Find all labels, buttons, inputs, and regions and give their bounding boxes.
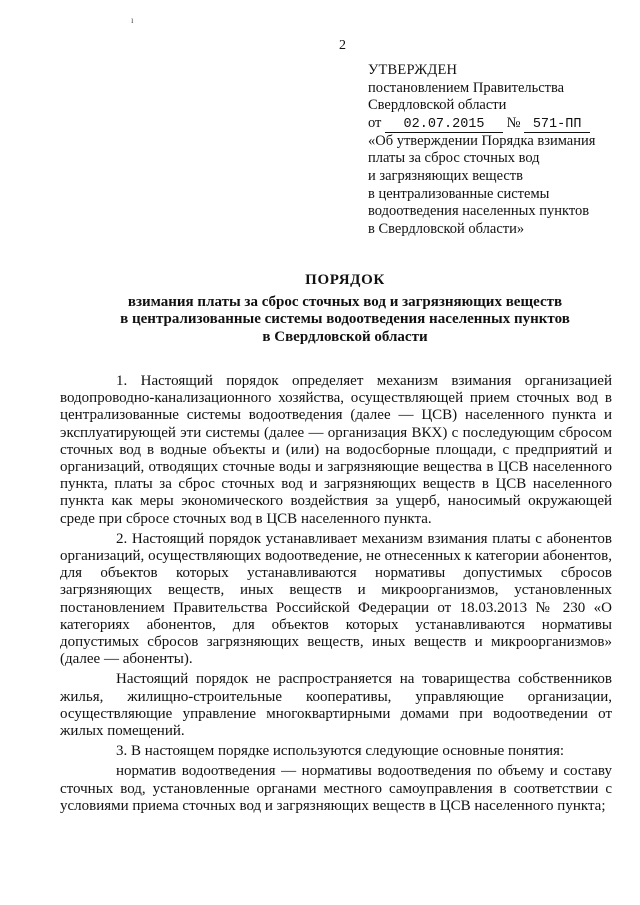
title-subtitle-1: взимания платы за сброс сточных вод и загрязняющих веществ (127, 293, 563, 310)
title-subtitle-3: в Свердловской области (262, 328, 428, 345)
approval-line-2: Свердловской области (368, 97, 507, 114)
approval-ref-line: и загрязняющих веществ (368, 167, 523, 184)
page-number: 2 (339, 38, 346, 53)
scan-mark: ı (131, 15, 134, 25)
approval-date-line (368, 115, 595, 133)
date-prefix: от (368, 114, 382, 131)
paragraph-1: 1. Настоящий порядок определяет механизм взимания организацией водопроводно-канализационного хозяйства, осуществляющей прием сточных вод в централизованные системы водоотведения (далее — ЦСВ) населенного пункта и эксплуатирующей эти системы (далее — организация ВКХ) с последующим сбросом сточных вод в водные объекты и (или) на водосборные площади, с предприятий и организаций, отводящих сточные воды и загрязняющие вещества в ЦСВ населенного пункта, платы за сброс сточных вод и загрязняющих веществ в ЦСВ населенного пункта как меры экономического воздействия за ущерб, наносимый окружающей среде при сбросе сточных вод в ЦСВ населенного пункта. (60, 373, 612, 527)
approval-number: 571-ПП (524, 117, 590, 133)
approval-heading: УТВЕРЖДЕН (368, 62, 458, 78)
number-prefix: № (506, 114, 521, 131)
approval-ref-line: «Об утверждении Порядка взимания (368, 132, 596, 149)
document-body (60, 373, 612, 818)
paragraph-2: 2. Настоящий порядок устанавливает механизм взимания платы с абонентов организаций, осуществляющих водоотведение, не отнесенных к категории абонентов, для объектов которых устанавливаются нормативы допустимых сбросов загрязняющих веществ, иных веществ и микроорганизмов, установленных постановлением Правительства Российской Федерации от 18.03.2013 № 230 «О категориях абонентов, для объектов которых устанавливаются нормативы допустимых сбросов загрязняющих веществ, иных веществ и микроорганизмов» (далее — абоненты). (60, 530, 612, 668)
approval-ref-line: водоотведения населенных пунктов (368, 203, 590, 220)
title-subtitle-2: в централизованные системы водоотведения населенных пунктов (120, 311, 570, 327)
approval-ref-line: в Свердловской области» (368, 220, 525, 237)
paragraph-2-note: Настоящий порядок не распространяется на товарищества собственников жилья, жилищно-строительные кооперативы, управляющие организации, осуществляющие управление многоквартирными домами при водоотведении от жилых помещений. (60, 671, 612, 740)
paragraph-3: 3. В настоящем порядке используются следующие основные понятия: (116, 743, 565, 760)
title-main: ПОРЯДОК (305, 272, 385, 288)
approval-ref-line: платы за сброс сточных вод (368, 150, 540, 167)
approval-stamp (368, 62, 595, 238)
approval-date: 02.07.2015 (385, 117, 503, 133)
document-title (60, 272, 630, 346)
approval-ref-line: в централизованные системы (368, 185, 550, 202)
approval-line-1: постановлением Правительства (368, 79, 565, 96)
definition-paragraph: норматив водоотведения — нормативы водоотведения по объему и составу сточных вод, установленные органами местного самоуправления в соответствии с условиями приема сточных вод и загрязняющих веществ в ЦСВ населенного пункта; (60, 763, 612, 814)
